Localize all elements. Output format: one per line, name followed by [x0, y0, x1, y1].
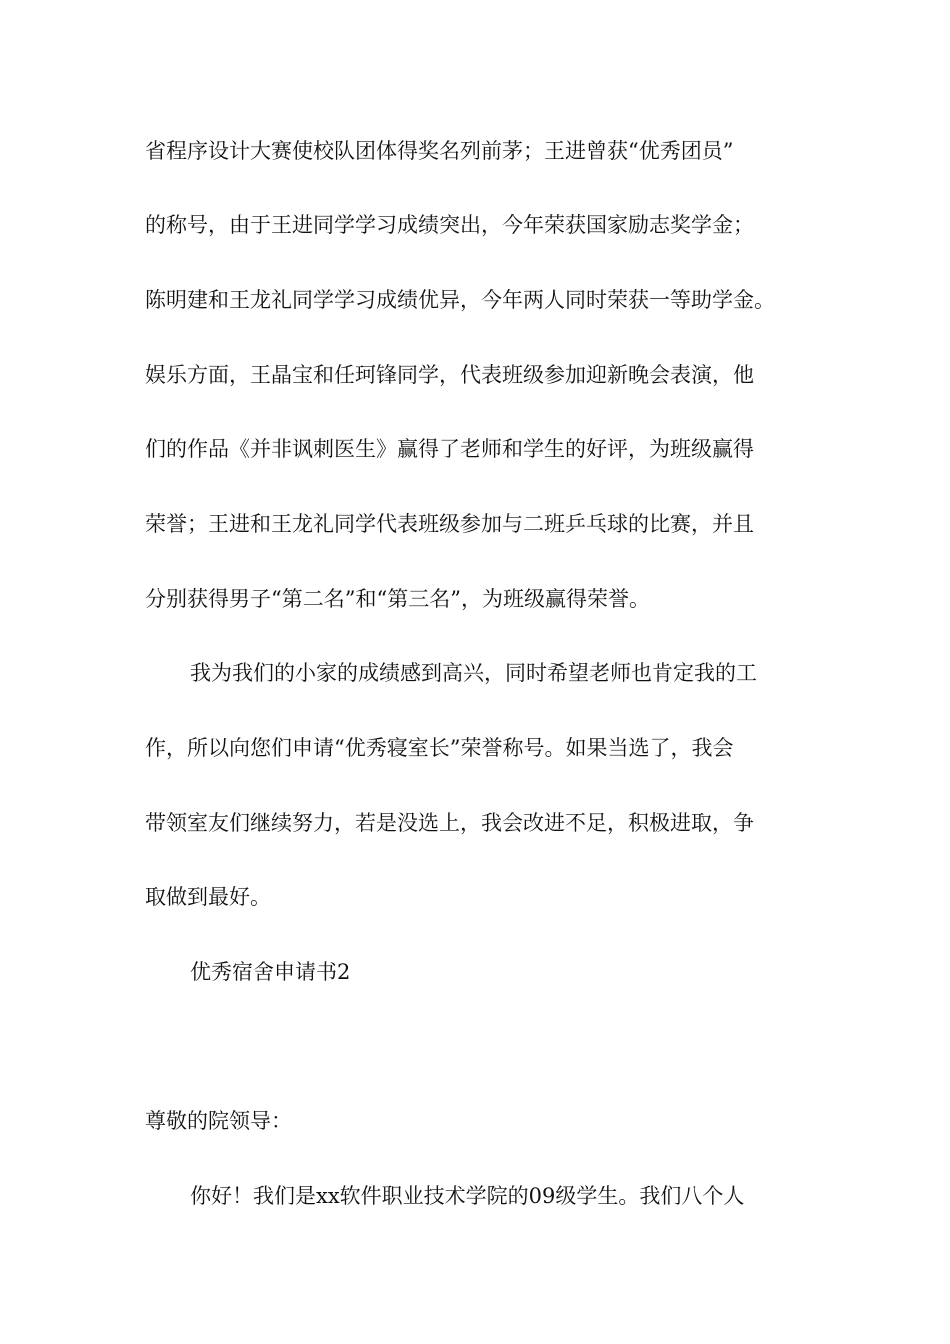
paragraph-line-11: 取做到最好。: [145, 885, 271, 909]
paragraph-line-5: 们的作品《并非讽刺医生》赢得了老师和学生的好评，为班级赢得: [145, 437, 754, 461]
paragraph-line-12: 你好！我们是xx软件职业技术学院的09级学生。我们八个人: [190, 1184, 745, 1208]
paragraph-line-9: 作，所以向您们申请“优秀寝室长”荣誉称号。如果当选了，我会: [145, 736, 734, 760]
paragraph-line-8: 我为我们的小家的成绩感到高兴，同时希望老师也肯定我的工: [190, 661, 757, 685]
salutation-line: 尊敬的院领导：: [145, 1109, 292, 1133]
paragraph-line-6: 荣誉；王进和王龙礼同学代表班级参加与二班乒乓球的比赛，并且: [145, 512, 754, 536]
paragraph-line-2: 的称号，由于王进同学学习成绩突出，今年荣获国家励志奖学金；: [145, 213, 754, 237]
paragraph-line-1: 省程序设计大赛使校队团体得奖名列前茅；王进曾获“优秀团员”: [145, 139, 734, 163]
paragraph-line-3: 陈明建和王龙礼同学学习成绩优异，今年两人同时荣获一等助学金。: [145, 288, 775, 312]
paragraph-line-4: 娱乐方面，王晶宝和任珂锋同学，代表班级参加迎新晚会表演，他: [145, 363, 754, 387]
paragraph-line-10: 带领室友们继续努力，若是没选上，我会改进不足，积极进取，争: [145, 811, 754, 835]
section-title: 优秀宿舍申请书2: [190, 960, 351, 984]
paragraph-line-7: 分别获得男子“第二名”和“第三名”，为班级赢得荣誉。: [145, 587, 650, 611]
